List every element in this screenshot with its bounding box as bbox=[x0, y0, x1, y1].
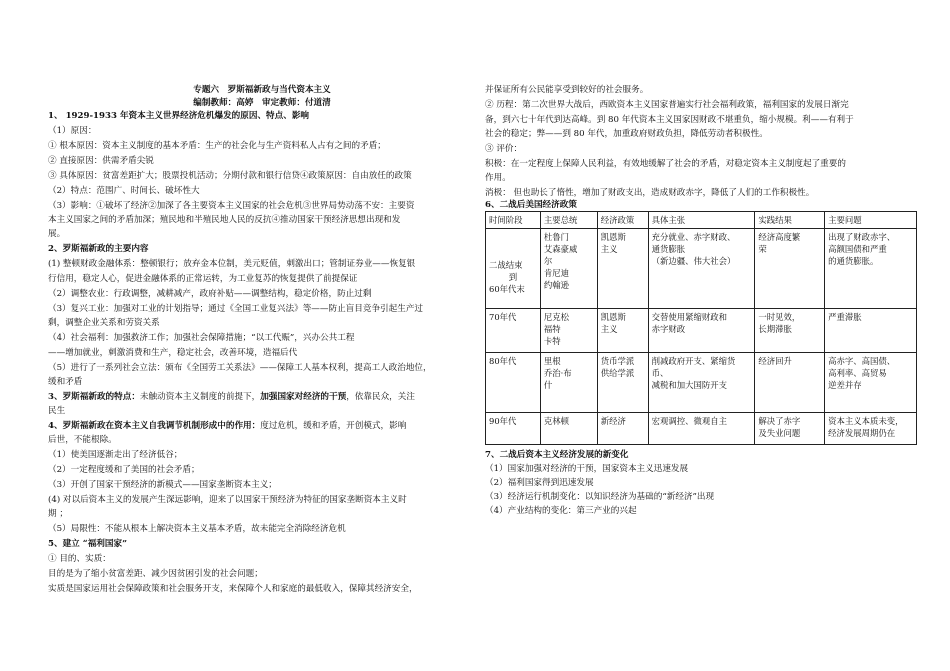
s4-line: （5）局限性：不能从根本上解决资本主义基本矛盾，故未能完全消除经济危机 bbox=[48, 524, 346, 534]
s4-line: 后世，不能根除。 bbox=[48, 435, 117, 445]
s2-line: （5）进行了一系列社会立法：颁布《全国劳工关系法》——保障工人基本权利，提高工人政治地位， bbox=[48, 363, 432, 373]
cell-line: 肯尼迪 bbox=[543, 268, 569, 278]
table-row bbox=[486, 413, 917, 445]
r-line: 消极： 但也助长了惰性，增加了财政支出，造成财政赤字，降低了人们的工作积极性。 bbox=[485, 188, 815, 198]
doc-title: 专题六 罗斯福新政与当代资本主义 bbox=[193, 85, 331, 95]
cell-line: 约翰逊 bbox=[543, 280, 569, 290]
section-4-heading: 4、罗斯福新政在资本主义自我调节机制形成中的作用： bbox=[48, 421, 261, 431]
table-header-row bbox=[486, 212, 917, 229]
period-cell bbox=[486, 229, 541, 309]
s4-line: （2）一定程度缓和了美国的社会矛盾； bbox=[48, 465, 200, 475]
president-cell bbox=[540, 309, 597, 353]
cell-line: 尼克松 bbox=[543, 312, 569, 322]
cell-line: 高额国债和严重 bbox=[828, 244, 887, 254]
s2-line: （3）复兴工业：加强对工业的计划指导；通过《全国工业复兴法》等——防止盲目竞争引起生产过 bbox=[48, 304, 424, 314]
table-header-cell: 具体主张 bbox=[648, 212, 755, 229]
cell-line: 什 bbox=[543, 380, 553, 390]
cell-line: 高赤字、高国债、 bbox=[828, 356, 896, 366]
cell-line: 长期滞胀 bbox=[758, 324, 792, 334]
cell-line: 经济发展周期仍在 bbox=[828, 428, 896, 438]
s2-line: ——增加就业，刺激消费和生产，稳定社会，改善环境，造福后代 bbox=[48, 348, 298, 358]
section-3-heading: 3、罗斯福新政的特点： bbox=[48, 392, 140, 402]
s2-line: (1) 整顿财政金融体系：整顿银行；放弃金本位制，美元贬值，刺激出口；管制证券业——恢复银 bbox=[48, 259, 416, 269]
r-line: 备，到六七十年代到达高峰。到 80 年代资本主义国家因财政不堪重负，缩小规模。利——有利于 bbox=[485, 115, 854, 125]
president-cell bbox=[540, 353, 597, 413]
cell-line: 到 bbox=[508, 272, 518, 282]
s1-line: （1）原因： bbox=[48, 126, 97, 136]
cell-line: 一时见效， bbox=[758, 312, 801, 322]
period-cell bbox=[486, 353, 541, 413]
s2-line: （4）社会福利：加强救济工作；加强社会保障措施；“以工代赈”，兴办公共工程 bbox=[48, 333, 355, 343]
policy-cell bbox=[597, 353, 648, 413]
cell-line: 资本主义本质未变， bbox=[828, 416, 904, 426]
cell-line: 充分就业、赤字财政、 bbox=[651, 232, 736, 242]
measures-cell bbox=[648, 309, 755, 353]
cell-line: 艾森豪威 bbox=[543, 244, 578, 254]
s1-line: （3）影响：①破坏了经济②加深了各主要资本主义国家的社会危机③世界局势动荡不安：主要资 bbox=[48, 201, 415, 211]
period-cell bbox=[486, 309, 541, 353]
cell-line: 币、 bbox=[651, 368, 669, 378]
table-row bbox=[486, 309, 917, 353]
cell-line: 新经济 bbox=[600, 416, 626, 426]
section-6-heading: 6、二战后美国经济政策 bbox=[485, 200, 577, 210]
table-header-cell: 实践结果 bbox=[755, 212, 825, 229]
cell-line: 逆差并存 bbox=[828, 380, 862, 390]
cell-line: 的通货膨胀。 bbox=[828, 256, 879, 266]
table-row bbox=[486, 353, 917, 413]
s3-text: 未触动资本主义制度的前提下， bbox=[139, 392, 261, 402]
cell-line: 通货膨胀 bbox=[651, 244, 686, 254]
measures-cell bbox=[648, 353, 755, 413]
cell-line: 交替使用紧缩财政和 bbox=[651, 312, 727, 322]
s1-line: ③ 具体原因：贫富差距扩大；股票投机活动；分期付款和银行信贷④政策原因：自由放任的政策 bbox=[48, 171, 412, 181]
s4-line: (4) 对以后资本主义的发展产生深远影响，迎来了以国家干预经济为特征的国家垄断资本主义时 bbox=[48, 495, 407, 505]
s1-line: （2）特点：范围广、时间长、破坏性大 bbox=[48, 186, 200, 196]
s2-line: 剩，调整企业关系和劳资关系 bbox=[48, 318, 160, 328]
cell-line: 90年代 bbox=[489, 416, 517, 426]
r-line: ② 历程：第二次世界大战后，西欧资本主义国家普遍实行社会福利政策，福利国家的发展日渐完 bbox=[485, 100, 849, 110]
cell-line: 高利率、高贸易 bbox=[828, 368, 887, 378]
cell-line: 60年代末 bbox=[489, 284, 525, 294]
cell-line: 供给学派 bbox=[600, 368, 635, 378]
cell-line: 经济回升 bbox=[758, 356, 792, 366]
section-2-heading: 2、罗斯福新政的主要内容 bbox=[48, 244, 149, 254]
cell-line: 70年代 bbox=[489, 312, 517, 322]
cell-line: 主义 bbox=[600, 244, 618, 254]
policy-cell bbox=[597, 309, 648, 353]
s7-line: （1）国家加强对经济的干预，国家资本主义迅速发展 bbox=[485, 464, 689, 474]
cell-line: 荣 bbox=[758, 244, 767, 254]
s3-text-tail: ，依靠民众，关注 bbox=[346, 392, 415, 402]
cell-line: 削减政府开支、紧缩货 bbox=[651, 356, 736, 366]
s4-text: 度过危机，缓和矛盾，开创模式，影响 bbox=[260, 421, 407, 431]
table-header-cell: 主要问题 bbox=[825, 212, 917, 229]
s5-line: 实质是国家运用社会保障政策和社会服务开支，来保障个人和家庭的最低收入，保障其经济安全， bbox=[48, 584, 418, 594]
problems-cell bbox=[825, 309, 917, 353]
r-line: 社会的稳定；弊——到 80 年代，加重政府财政负担，降低劳动者积极性。 bbox=[485, 129, 768, 139]
r-line: ③ 评价： bbox=[485, 144, 523, 154]
s2-line: 缓和矛盾 bbox=[48, 377, 83, 387]
section-7-heading: 7、二战后资本主义经济发展的新变化 bbox=[485, 450, 629, 460]
cell-line: 货币学派 bbox=[600, 356, 635, 366]
s7-line: （3）经济运行机制变化：以知识经济为基础的“新经济”出现 bbox=[485, 492, 715, 502]
table-header-cell: 时间阶段 bbox=[486, 212, 541, 229]
result-cell bbox=[755, 229, 825, 309]
s2-line: 行信用，稳定人心，促进金融体系的正常运转，为工业复苏的恢复提供了前提保证 bbox=[48, 274, 358, 284]
cell-line: 减税和加大国防开支 bbox=[651, 380, 727, 390]
measures-cell bbox=[648, 229, 755, 309]
cell-line: 凯恩斯 bbox=[600, 232, 626, 242]
cell-line: 解决了赤字 bbox=[758, 416, 801, 426]
s1-line: ② 直接原因：供需矛盾尖锐 bbox=[48, 156, 154, 166]
president-cell bbox=[540, 413, 597, 445]
cell-line: 克林顿 bbox=[543, 416, 569, 426]
r-line: 并保证所有公民能享受到较好的社会服务。 bbox=[485, 85, 649, 95]
section-4-line bbox=[48, 420, 406, 433]
s1-line: ① 根本原因：资本主义制度的基本矛盾：生产的社会化与生产资料私人占有之间的矛盾； bbox=[48, 141, 386, 151]
policy-cell bbox=[597, 229, 648, 309]
result-cell bbox=[755, 309, 825, 353]
cell-line: 尔 bbox=[543, 256, 553, 266]
r-line: 作用。 bbox=[485, 173, 511, 183]
period-cell bbox=[486, 413, 541, 445]
cell-line: （新边疆、伟大社会） bbox=[651, 256, 736, 266]
cell-line: 乔治·布 bbox=[543, 368, 572, 378]
problems-cell bbox=[825, 229, 917, 309]
cell-line: 经济高度繁 bbox=[758, 232, 801, 242]
policy-cell bbox=[597, 413, 648, 445]
problems-cell bbox=[825, 413, 917, 445]
table-header-cell: 主要总统 bbox=[540, 212, 597, 229]
cell-line: 里根 bbox=[543, 356, 561, 366]
s3-line: 民生 bbox=[48, 406, 66, 416]
section-3-line bbox=[48, 391, 415, 404]
cell-line: 杜鲁门 bbox=[543, 232, 569, 242]
r-line: 积极：在一定程度上保障人民利益，有效地缓解了社会的矛盾，对稳定资本主义制度起了重要的 bbox=[485, 159, 846, 169]
cell-line: 二战结束 bbox=[489, 260, 523, 270]
cell-line: 主义 bbox=[600, 324, 618, 334]
s5-line: ① 目的、实质： bbox=[48, 554, 111, 564]
s4-line: （3）开创了国家干预经济的新模式——国家垄断资本主义； bbox=[48, 480, 277, 490]
section-5-heading: 5、建立 “福利国家” bbox=[48, 539, 128, 549]
problems-cell bbox=[825, 353, 917, 413]
president-cell bbox=[540, 229, 597, 309]
s7-line: （4）产业结构的变化：第三产业的兴起 bbox=[485, 506, 637, 516]
s3-emphasis: 加强国家对经济的干预 bbox=[260, 392, 347, 402]
table-row bbox=[486, 229, 917, 309]
measures-cell bbox=[648, 413, 755, 445]
cell-line: 凯恩斯 bbox=[600, 312, 626, 322]
result-cell bbox=[755, 353, 825, 413]
cell-line: 及失业问题 bbox=[758, 428, 801, 438]
cell-line: 福特 bbox=[543, 324, 561, 334]
s1-line: 本主义国家之间的矛盾加深；殖民地和半殖民地人民的反抗④推动国家干预经济思想出现和发 bbox=[48, 215, 401, 225]
editors-line: 编制教师：高婷 审定教师：付道清 bbox=[193, 98, 331, 108]
s1-line: 展。 bbox=[48, 229, 66, 239]
s4-line: 期 ； bbox=[48, 509, 68, 519]
table-header-cell: 经济政策 bbox=[597, 212, 648, 229]
s4-line: （1）使美国逐渐走出了经济低谷； bbox=[48, 450, 183, 460]
cell-line: 80年代 bbox=[489, 356, 517, 366]
cell-line: 卡特 bbox=[543, 336, 561, 346]
cell-line: 出现了财政赤字、 bbox=[828, 232, 896, 242]
cell-line: 严重滞胀 bbox=[828, 312, 862, 322]
section-1-heading: 1、 1929-1933 年资本主义世界经济危机爆发的原因、特点、影响 bbox=[48, 111, 310, 121]
s7-line: （2）福利国家得到迅速发展 bbox=[485, 478, 594, 488]
cell-line: 宏观调控、微观自主 bbox=[651, 416, 727, 426]
cell-line: 赤字财政 bbox=[651, 324, 686, 334]
economic-policy-table bbox=[485, 211, 917, 445]
s2-line: （2）调整农业：行政调整，减耕减产，政府补贴——调整结构，稳定价格，防止过剩 bbox=[48, 289, 372, 299]
s5-line: 目的是为了缩小贫富差距、减少因贫困引发的社会问题； bbox=[48, 569, 263, 579]
result-cell bbox=[755, 413, 825, 445]
